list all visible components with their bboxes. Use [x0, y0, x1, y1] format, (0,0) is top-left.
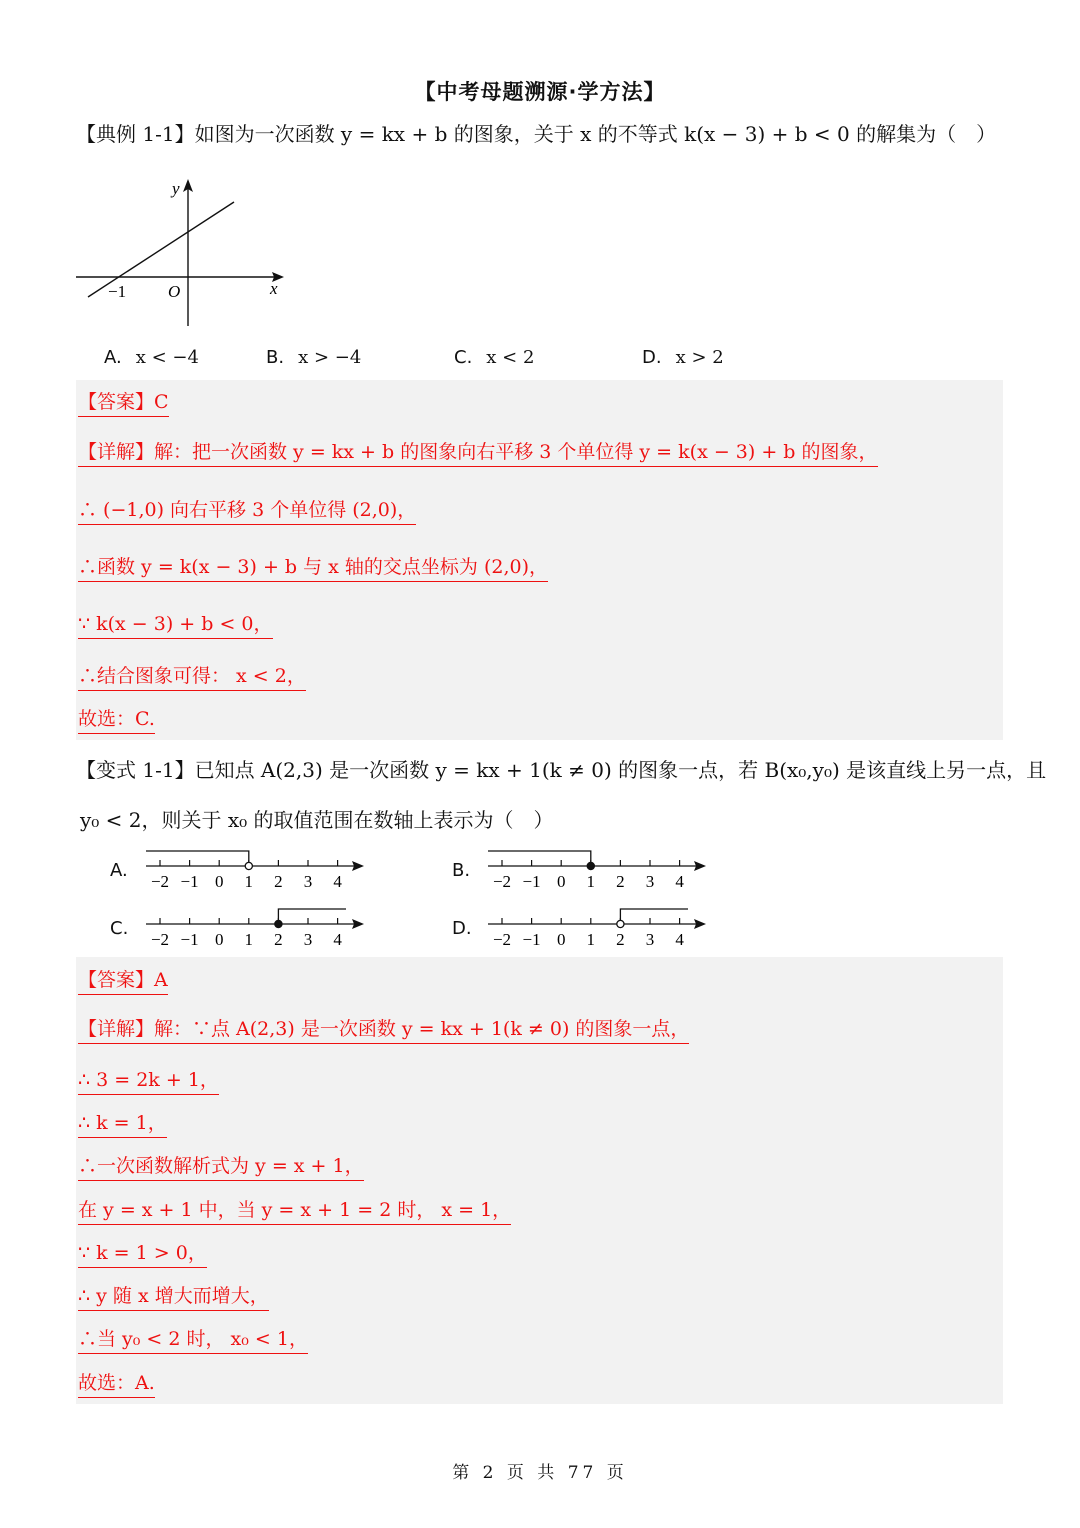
number-line-option-label: D.	[452, 918, 472, 939]
number-line-tick-label: −1	[180, 872, 199, 891]
number-line-tick-label: 4	[675, 930, 684, 949]
number-line-tick-label: 2	[274, 872, 283, 891]
number-line-tick-label: 4	[333, 930, 342, 949]
variant-solution-line: 故选：A.	[78, 1369, 155, 1398]
number-line-tick-label: 1	[586, 872, 596, 891]
solution-ray	[278, 909, 346, 924]
number-line-tick-label: 0	[214, 872, 224, 891]
solid-point	[275, 920, 282, 927]
number-line-tick-label: 1	[244, 930, 254, 949]
variant-solution-line: 在 y = x + 1 中，当 y = x + 1 = 2 时， x = 1，	[78, 1196, 511, 1225]
number-line-tick-label: −1	[522, 930, 541, 949]
number-line-tick-label: 4	[675, 872, 684, 891]
number-line-tick-label: −2	[492, 930, 512, 949]
number-line-tick-label: 2	[274, 930, 283, 949]
tick-label: −1	[108, 282, 127, 301]
hollow-point	[617, 920, 624, 927]
variant-question-line2: y₀ < 2，则关于 x₀ 的取值范围在数轴上表示为（ ）	[80, 808, 554, 832]
number-line	[484, 906, 714, 958]
number-line	[142, 906, 372, 958]
number-line-tick-label: 1	[586, 930, 596, 949]
number-line-tick-label: 2	[616, 872, 625, 891]
number-line	[484, 848, 714, 900]
solution-ray	[146, 851, 249, 866]
example-solution-line: 故选：C.	[78, 705, 155, 734]
number-line-tick-label: −1	[522, 872, 541, 891]
variant-solution-line: ∴当 y₀ < 2 时， x₀ < 1，	[78, 1325, 308, 1354]
number-line-option-label: B.	[452, 860, 471, 881]
variant-question-line1: 【变式 1-1】已知点 A(2,3) 是一次函数 y = kx + 1(k ≠ 0) 的图象一点，若 B(x₀,y₀) 是该直线上另一点，且	[76, 758, 1047, 782]
x-axis-label: x	[270, 279, 278, 298]
solution-ray	[620, 909, 688, 924]
number-line-tick-label: 0	[214, 930, 224, 949]
variant-solution-line: 【详解】解：∵点 A(2,3) 是一次函数 y = kx + 1(k ≠ 0) 的图象一点，	[78, 1015, 689, 1044]
number-line-tick-label: 2	[616, 930, 625, 949]
example-solution-line: ∴函数 y = k(x − 3) + b 与 x 轴的交点坐标为 (2,0)，	[78, 553, 548, 582]
variant-solution-line: ∴一次函数解析式为 y = x + 1，	[78, 1152, 364, 1181]
number-line	[142, 848, 372, 900]
option-b: B. x > −4	[266, 347, 362, 368]
solid-point	[587, 862, 594, 869]
example-answer: 【答案】C	[78, 388, 169, 417]
example-solution-line: ∵ k(x − 3) + b < 0，	[78, 610, 273, 639]
number-line-tick-label: 3	[645, 930, 655, 949]
function-graph	[72, 170, 292, 332]
variant-solution-line: ∵ k = 1 > 0，	[78, 1239, 207, 1268]
number-line-tick-label: 3	[303, 930, 313, 949]
example-question: 【典例 1-1】如图为一次函数 y = kx + b 的图象，关于 x 的不等式 k(x − 3) + b < 0 的解集为（ ）	[76, 122, 997, 146]
number-line-tick-label: −1	[180, 930, 199, 949]
page-title: 【中考母题溯源·学方法】	[414, 80, 666, 104]
number-line-option-label: A.	[110, 860, 128, 881]
number-line-tick-label: 1	[244, 872, 254, 891]
example-solution-line: ∴ (−1,0) 向右平移 3 个单位得 (2,0)，	[78, 496, 416, 525]
page-footer: 第 2 页 共 77 页	[452, 1463, 628, 1483]
number-line-tick-label: 0	[556, 930, 566, 949]
number-line-tick-label: 3	[645, 872, 655, 891]
number-line-tick-label: −2	[150, 872, 170, 891]
example-solution-line: 【详解】解：把一次函数 y = kx + b 的图象向右平移 3 个单位得 y = k(x − 3) + b 的图象，	[78, 438, 878, 467]
number-line-option-label: C.	[110, 918, 129, 939]
variant-answer: 【答案】A	[78, 966, 168, 995]
option-c: C. x < 2	[454, 347, 535, 368]
y-axis-label: y	[172, 179, 180, 198]
example-solution-line: ∴结合图象可得： x < 2，	[78, 662, 306, 691]
variant-solution-line: ∴ k = 1，	[78, 1109, 167, 1138]
number-line-tick-label: 0	[556, 872, 566, 891]
option-d: D. x > 2	[642, 347, 724, 368]
option-a: A. x < −4	[104, 347, 199, 368]
solution-ray	[488, 851, 591, 866]
hollow-point	[245, 862, 252, 869]
number-line-tick-label: 4	[333, 872, 342, 891]
origin-label: O	[168, 282, 181, 301]
variant-solution-line: ∴ 3 = 2k + 1，	[78, 1066, 219, 1095]
variant-solution-line: ∴ y 随 x 增大而增大，	[78, 1282, 269, 1311]
number-line-tick-label: −2	[150, 930, 170, 949]
number-line-tick-label: 3	[303, 872, 313, 891]
number-line-tick-label: −2	[492, 872, 512, 891]
